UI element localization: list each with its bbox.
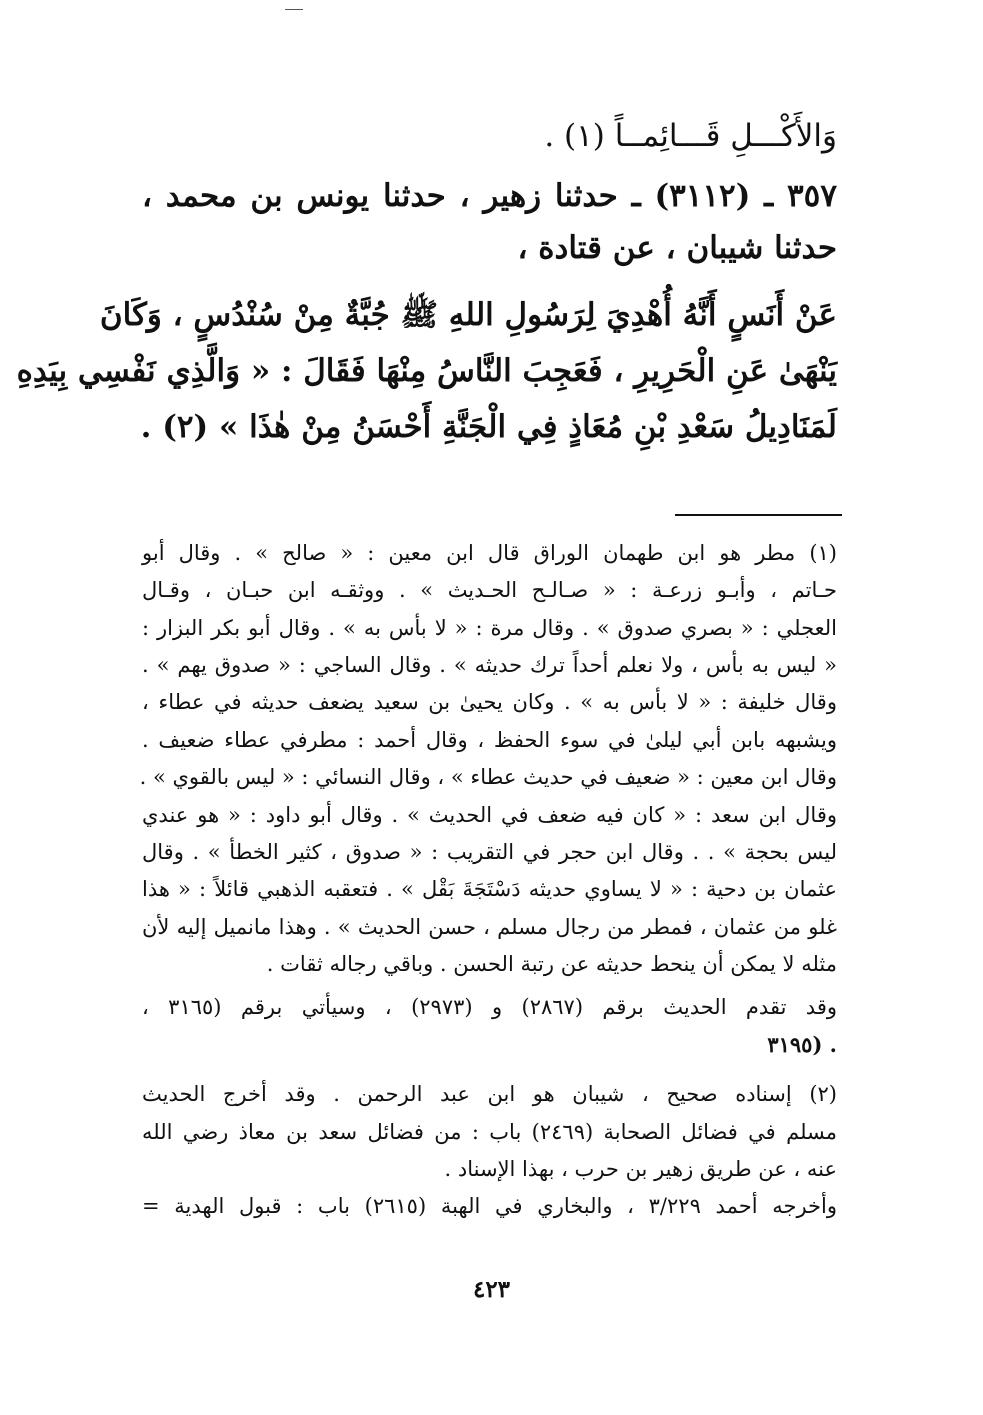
footnote-line: وأخرجه أحمد ٣/٢٢٩ ، والبخاري في الهبة (٢٦١٥) باب : قبول الهدية =	[142, 1194, 837, 1218]
hadith-isnad-line-2: حدثنا شيبان ، عن قتادة ،	[517, 230, 837, 266]
hadith-matn-line-2: يَنْهَىٰ عَنِ الْحَرِيرِ ، فَعَجِبَ النَّاسُ مِنْهَا فَقَالَ : « وَالَّذِي نَفْسِي بِيَدِهِ	[16, 353, 837, 389]
footnote-line: عنه ، عن طريق زهير بن حرب ، بهذا الإسناد .	[444, 1157, 837, 1181]
scan-mark	[285, 9, 303, 10]
footnote-line: مثله لا يمكن أن ينحط حديثه عن رتبة الحسن . وباقي رجاله ثقات .	[266, 952, 837, 976]
footnote-line: غلو من عثمان ، فمطر من رجال مسلم ، حسن الحديث » . وهذا مانميل إليه لأن	[142, 915, 837, 939]
footnote-separator	[675, 514, 842, 516]
page-number: ٤٢٣	[472, 1276, 511, 1303]
footnote-line: وقال ابن معين : « ضعيف في حديث عطاء » ، وقال النسائي : « ليس بالقوي » .	[139, 765, 837, 789]
footnote-line: (٢) إسناده صحيح ، شيبان هو ابن عبد الرحمن . وقد أخرج الحديث	[142, 1082, 837, 1106]
footnote-line: عثمان بن دحية : « لا يساوي حديثه دَسْتَجَةَ بَقْل » . فتعقبه الذهبي قائلاً : « هذا	[142, 877, 837, 901]
footnote-line: وقال ابن سعد : « كان فيه ضعف في الحديث » . وقال أبو داود : « هو عندي	[142, 803, 837, 827]
footnote-line: وقال خليفة : « لا بأس به » . وكان يحيىٰ بن سعيد يضعف حديثه في عطاء ،	[142, 690, 837, 714]
hadith-matn-line-3: لَمَنَادِيلُ سَعْدِ بْنِ مُعَاذٍ فِي الْجَنَّةِ أَحْسَنُ مِنْ هٰذَا » (٢) .	[140, 409, 837, 445]
hadith-matn-line-1: عَنْ أَنَسٍ أَنَّهُ أُهْدِيَ لِرَسُولِ اللهِ ﷺ جُبَّةٌ مِنْ سُنْدُسٍ ، وَكَانَ	[99, 297, 837, 333]
footnote-line: العجلي : « بصري صدوق » . وقال مرة : « لا بأس به » . وقال أبو بكر البزار :	[142, 616, 837, 640]
footnote-line: حـاتم ، وأبـو زرعـة : « صـالـح الحـديث » . ووثقـه ابن حبـان ، وقـال	[142, 578, 837, 602]
footnote-line: ويشبهه بابن أبي ليلىٰ في سوء الحفظ ، وقال أحمد : مطرفي عطاء ضعيف .	[142, 728, 837, 752]
footnote-line: . (٣١٩٥	[767, 1032, 837, 1057]
footnote-line: مسلم في فضائل الصحابة (٢٤٦٩) باب : من فضائل سعد بن معاذ رضي الله	[142, 1120, 837, 1144]
footnote-line: ليس بحجة » . . وقال ابن حجر في التقريب : « صدوق ، كثير الخطأ » . وقال	[142, 840, 837, 864]
footnote-line: (١) مطر هو ابن طهمان الوراق قال ابن معين : « صالح » . وقال أبو	[142, 541, 837, 565]
footnote-line: « ليس به بأس ، ولا نعلم أحداً ترك حديثه » . وقال الساجي : « صدوق يهم » .	[142, 653, 837, 677]
verse-ending-line: وَالأَكْـــلِ قَـــائِمــاً (١) .	[544, 118, 837, 154]
footnote-line: وقد تقدم الحديث برقم (٢٨٦٧) و (٢٩٧٣) ، وسيأتي برقم (٣١٦٥ ،	[142, 995, 838, 1019]
hadith-isnad-line-1: ٣٥٧ ـ (٣١١٢) ـ حدثنا زهير ، حدثنا يونس بن محمد ،	[142, 178, 837, 214]
